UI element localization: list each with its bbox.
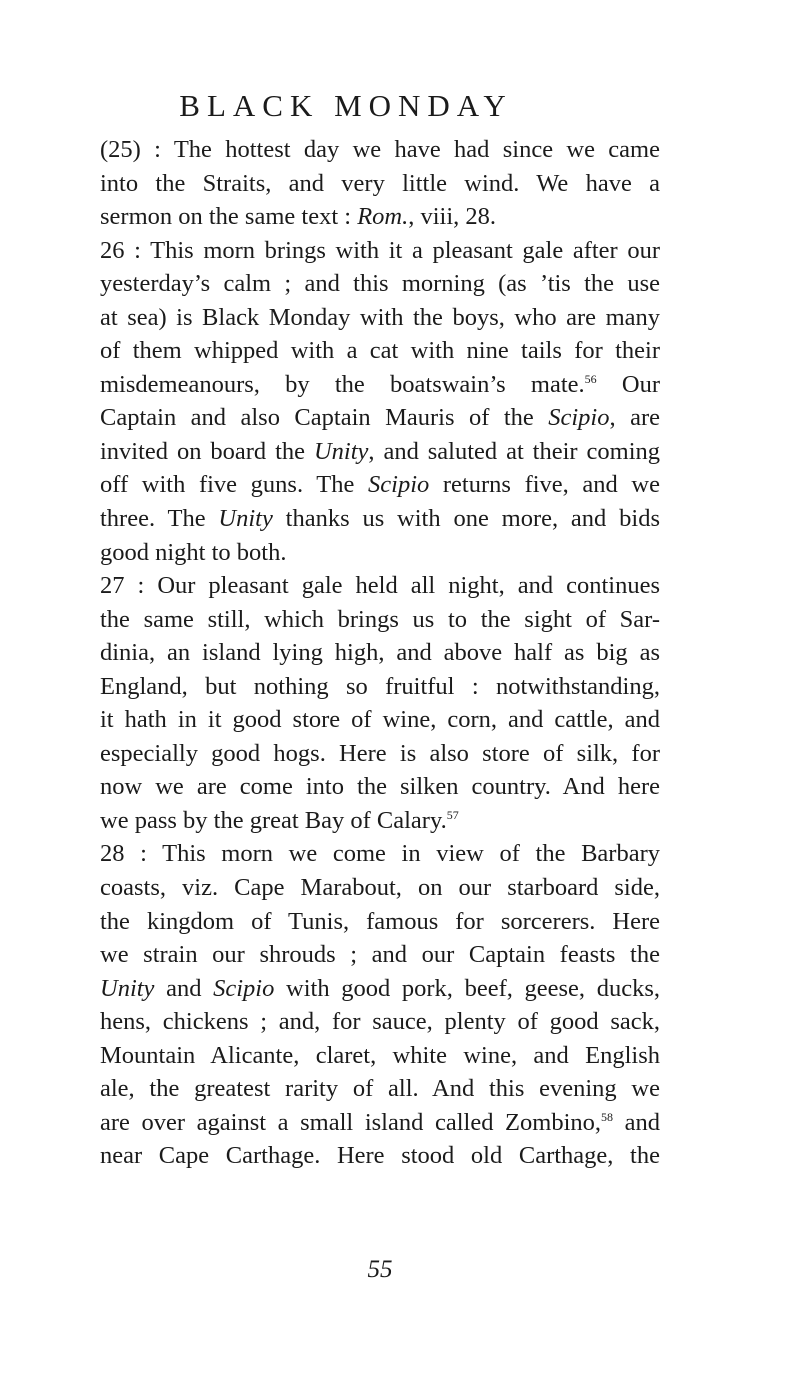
text-line: hens, chickens ; and, for sauce, plenty of good sack, — [100, 1008, 660, 1036]
text-line: England, but nothing so fruitful : notwithstanding, — [100, 672, 660, 700]
text-line: Captain and also Captain Mauris of the Scipio, are — [100, 404, 660, 432]
text-line: of them whipped with a cat with nine tails for their — [100, 337, 660, 365]
text-line: good night to both. — [100, 538, 287, 566]
text-line: 27 : Our pleasant gale held all night, and continues — [100, 572, 660, 600]
text-line: Unity and Scipio with good pork, beef, geese, ducks, — [100, 974, 660, 1002]
text-line: the kingdom of Tunis, famous for sorcerers. Here — [100, 907, 660, 935]
text-line: we strain our shrouds ; and our Captain feasts the — [100, 941, 660, 969]
text-line: are over against a small island called Zombino,$^{58}$ and — [100, 1108, 660, 1136]
text-line: we pass by the great Bay of Calary.$^{57}$ — [100, 806, 459, 834]
text-line: especially good hogs. Here is also store of silk, for — [100, 739, 660, 767]
text-line: three. The Unity thanks us with one more, and bids — [100, 505, 660, 533]
text-line: coasts, viz. Cape Marabout, on our starboard side, — [100, 874, 660, 902]
text-line: dinia, an island lying high, and above half as big as — [100, 639, 660, 667]
text-line: the same still, which brings us to the sight of Sar- — [100, 605, 660, 633]
body-text — [100, 133, 660, 1173]
text-line: ale, the greatest rarity of all. And this evening we — [100, 1075, 660, 1103]
text-line: yesterday’s calm ; and this morning (as ’tis the use — [100, 270, 660, 298]
text-line: now we are come into the silken country. And here — [100, 773, 660, 801]
text-line: at sea) is Black Monday with the boys, who are many — [100, 303, 660, 331]
text-line: it hath in it good store of wine, corn, and cattle, and — [100, 706, 660, 734]
text-line: off with five guns. The Scipio returns five, and we — [100, 471, 660, 499]
running-head: BLACK MONDAY — [179, 88, 513, 123]
text-line: Mountain Alicante, claret, white wine, and English — [100, 1041, 660, 1069]
text-line: into the Straits, and very little wind. We have a — [100, 169, 660, 197]
text-line: 26 : This morn brings with it a pleasant gale after our — [100, 236, 660, 264]
text-line: sermon on the same text : Rom., viii, 28. — [100, 203, 497, 231]
text-line: near Cape Carthage. Here stood old Carthage, the — [100, 1142, 660, 1170]
page-number: 55 — [367, 1256, 393, 1283]
text-line: misdemeanours, by the boatswain’s mate.$^{56}$ Our — [100, 370, 661, 398]
text-line: (25) : The hottest day we have had since we came — [100, 136, 660, 163]
text-line: 28 : This morn we come in view of the Barbary — [100, 840, 660, 868]
text-line: invited on board the Unity, and saluted at their coming — [100, 437, 660, 465]
